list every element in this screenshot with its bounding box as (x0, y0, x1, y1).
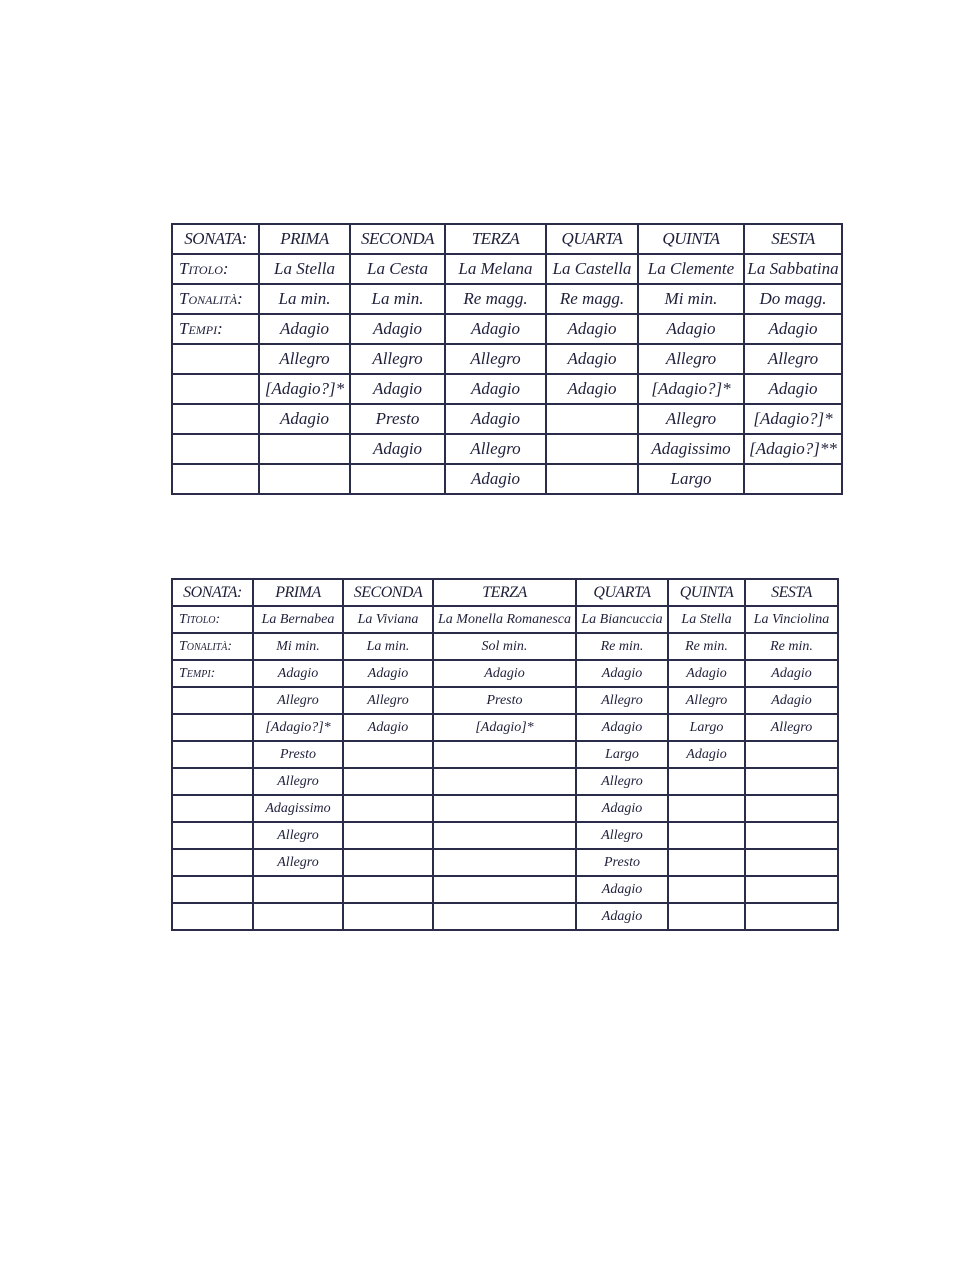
tempi-row (172, 795, 838, 822)
tempi-row (172, 876, 838, 903)
empty-label-cell (172, 741, 253, 768)
tempo-cell (433, 795, 576, 822)
tempo-cell: Adagio (350, 314, 445, 344)
tempo-cell (745, 768, 838, 795)
tonalita-cell: La min. (350, 284, 445, 314)
header-seconda: SECONDA (350, 224, 445, 254)
header-terza: TERZA (445, 224, 546, 254)
tempo-cell (546, 434, 638, 464)
tempo-cell: Allegro (253, 822, 343, 849)
tonalita-cell: La min. (343, 633, 433, 660)
tempi-label: Tempi: (172, 660, 253, 687)
tonalita-cell: Mi min. (638, 284, 744, 314)
tempo-cell (546, 464, 638, 494)
tempo-cell: Allegro (744, 344, 842, 374)
tempo-cell: Adagio (350, 434, 445, 464)
empty-label-cell (172, 434, 259, 464)
empty-label-cell (172, 374, 259, 404)
titolo-cell: La Biancuccia (576, 606, 668, 633)
tempo-cell: Adagio (576, 714, 668, 741)
tempo-cell: Adagio (445, 314, 546, 344)
empty-label-cell (172, 687, 253, 714)
sonata-table-1 (171, 223, 843, 495)
tempi-row (172, 314, 842, 344)
tempo-cell: Allegro (343, 687, 433, 714)
tempo-cell (343, 795, 433, 822)
empty-label-cell (172, 795, 253, 822)
empty-label-cell (172, 714, 253, 741)
tempo-cell: Allegro (259, 344, 350, 374)
tempo-cell (668, 822, 745, 849)
tempo-cell: Adagio (745, 687, 838, 714)
tempo-cell: Largo (638, 464, 744, 494)
tempo-cell: Adagio (744, 314, 842, 344)
sonata-table-2 (171, 578, 839, 931)
tempo-cell: Allegro (253, 687, 343, 714)
tempo-cell: Allegro (638, 404, 744, 434)
tempo-cell (350, 464, 445, 494)
tempo-cell: Adagio (576, 876, 668, 903)
titolo-row (172, 606, 838, 633)
tempi-row (172, 660, 838, 687)
empty-label-cell (172, 849, 253, 876)
empty-label-cell (172, 344, 259, 374)
tempo-cell: Presto (253, 741, 343, 768)
tempi-label: Tempi: (172, 314, 259, 344)
titolo-cell: La Vinciolina (745, 606, 838, 633)
tempo-cell (668, 903, 745, 930)
empty-label-cell (172, 822, 253, 849)
tempo-cell: Adagio (433, 660, 576, 687)
header-row (172, 579, 838, 606)
header-quinta: QUINTA (668, 579, 745, 606)
corner-label: SONATA: (172, 579, 253, 606)
tonalita-cell: Re min. (576, 633, 668, 660)
tempo-cell: Allegro (638, 344, 744, 374)
tonalita-cell: Re min. (745, 633, 838, 660)
tempi-row (172, 404, 842, 434)
tempo-cell: Adagio (638, 314, 744, 344)
tempo-cell (433, 876, 576, 903)
tempo-cell (744, 464, 842, 494)
tempo-cell: Allegro (445, 434, 546, 464)
empty-label-cell (172, 404, 259, 434)
tempo-cell (546, 404, 638, 434)
tempo-cell: Adagissimo (253, 795, 343, 822)
tempo-cell: Allegro (668, 687, 745, 714)
tempo-cell (259, 434, 350, 464)
tempo-cell: Allegro (445, 344, 546, 374)
empty-label-cell (172, 768, 253, 795)
tempo-cell (433, 903, 576, 930)
tempi-row (172, 464, 842, 494)
tempo-cell (259, 464, 350, 494)
tempi-row (172, 822, 838, 849)
header-prima: PRIMA (253, 579, 343, 606)
tempo-cell: Adagio (343, 714, 433, 741)
tonalita-cell: La min. (259, 284, 350, 314)
header-quinta: QUINTA (638, 224, 744, 254)
tempo-cell (343, 876, 433, 903)
tempo-cell: Adagio (259, 404, 350, 434)
tonalita-row (172, 633, 838, 660)
titolo-cell: La Stella (668, 606, 745, 633)
tempo-cell: Largo (668, 714, 745, 741)
tempi-row (172, 434, 842, 464)
tempi-row (172, 374, 842, 404)
tempi-row (172, 344, 842, 374)
tempo-cell: Adagio (745, 660, 838, 687)
titolo-cell: La Clemente (638, 254, 744, 284)
tempo-cell: [Adagio]* (433, 714, 576, 741)
tempo-cell: [Adagio?]* (253, 714, 343, 741)
tempo-cell: Adagio (546, 374, 638, 404)
tempo-cell: Largo (576, 741, 668, 768)
tempo-cell (433, 822, 576, 849)
tonalita-row (172, 284, 842, 314)
titolo-cell: La Castella (546, 254, 638, 284)
tempo-cell (745, 876, 838, 903)
tempo-cell: Adagio (576, 795, 668, 822)
tempo-cell: Allegro (576, 768, 668, 795)
tempo-cell (668, 795, 745, 822)
titolo-cell: La Viviana (343, 606, 433, 633)
titolo-cell: La Sabbatina (744, 254, 842, 284)
tempo-cell (253, 903, 343, 930)
tempo-cell: Allegro (253, 849, 343, 876)
empty-label-cell (172, 903, 253, 930)
tempo-cell (253, 876, 343, 903)
tempo-cell: Adagio (744, 374, 842, 404)
tempo-cell (433, 741, 576, 768)
tempo-cell (668, 876, 745, 903)
empty-label-cell (172, 876, 253, 903)
tempo-cell (433, 768, 576, 795)
tempo-cell: [Adagio?]* (259, 374, 350, 404)
tempo-cell: Adagio (445, 404, 546, 434)
header-row (172, 224, 842, 254)
tempo-cell: Adagio (546, 314, 638, 344)
tonalita-cell: Mi min. (253, 633, 343, 660)
tempo-cell: Allegro (253, 768, 343, 795)
header-terza: TERZA (433, 579, 576, 606)
tempi-row (172, 903, 838, 930)
tonalita-cell: Re magg. (546, 284, 638, 314)
tempo-cell: Adagio (445, 374, 546, 404)
tempo-cell (745, 795, 838, 822)
tempo-cell: Adagio (343, 660, 433, 687)
header-prima: PRIMA (259, 224, 350, 254)
tempo-cell: Allegro (745, 714, 838, 741)
tempo-cell: Adagissimo (638, 434, 744, 464)
titolo-label: Titolo: (172, 606, 253, 633)
titolo-row (172, 254, 842, 284)
tempo-cell (668, 768, 745, 795)
titolo-label: Titolo: (172, 254, 259, 284)
tempo-cell: Adagio (546, 344, 638, 374)
tempo-cell: Adagio (445, 464, 546, 494)
tempo-cell: Adagio (576, 660, 668, 687)
tempo-cell: Allegro (350, 344, 445, 374)
tempo-cell: Adagio (253, 660, 343, 687)
tempi-row (172, 687, 838, 714)
tempo-cell: Presto (433, 687, 576, 714)
tempo-cell: Adagio (668, 741, 745, 768)
tempo-cell: Allegro (576, 822, 668, 849)
tempo-cell: Allegro (576, 687, 668, 714)
tonalita-label: Tonalità: (172, 284, 259, 314)
tempo-cell: Adagio (259, 314, 350, 344)
tempo-cell (745, 741, 838, 768)
tempo-cell (668, 849, 745, 876)
titolo-cell: La Monella Romanesca (433, 606, 576, 633)
tempi-row (172, 714, 838, 741)
titolo-cell: La Stella (259, 254, 350, 284)
empty-label-cell (172, 464, 259, 494)
tempo-cell (745, 822, 838, 849)
tempo-cell: [Adagio?]** (744, 434, 842, 464)
tonalita-cell: Re min. (668, 633, 745, 660)
tempi-row (172, 849, 838, 876)
header-quarta: QUARTA (546, 224, 638, 254)
tempo-cell (343, 768, 433, 795)
tempo-cell: Presto (576, 849, 668, 876)
titolo-cell: La Melana (445, 254, 546, 284)
tonalita-cell: Do magg. (744, 284, 842, 314)
corner-label: SONATA: (172, 224, 259, 254)
tempo-cell (343, 822, 433, 849)
tempi-row (172, 741, 838, 768)
tempo-cell: Presto (350, 404, 445, 434)
tempo-cell (343, 741, 433, 768)
header-quarta: QUARTA (576, 579, 668, 606)
tempo-cell: [Adagio?]* (744, 404, 842, 434)
tempo-cell (433, 849, 576, 876)
tempo-cell (745, 849, 838, 876)
titolo-cell: La Cesta (350, 254, 445, 284)
tempo-cell (343, 903, 433, 930)
titolo-cell: La Bernabea (253, 606, 343, 633)
tempo-cell (745, 903, 838, 930)
tempo-cell: [Adagio?]* (638, 374, 744, 404)
tonalita-label: Tonalità: (172, 633, 253, 660)
tempi-row (172, 768, 838, 795)
tonalita-cell: Sol min. (433, 633, 576, 660)
tempo-cell: Adagio (350, 374, 445, 404)
header-sesta: SESTA (745, 579, 838, 606)
tempo-cell: Adagio (576, 903, 668, 930)
tempo-cell: Adagio (668, 660, 745, 687)
tonalita-cell: Re magg. (445, 284, 546, 314)
tempo-cell (343, 849, 433, 876)
header-seconda: SECONDA (343, 579, 433, 606)
header-sesta: SESTA (744, 224, 842, 254)
